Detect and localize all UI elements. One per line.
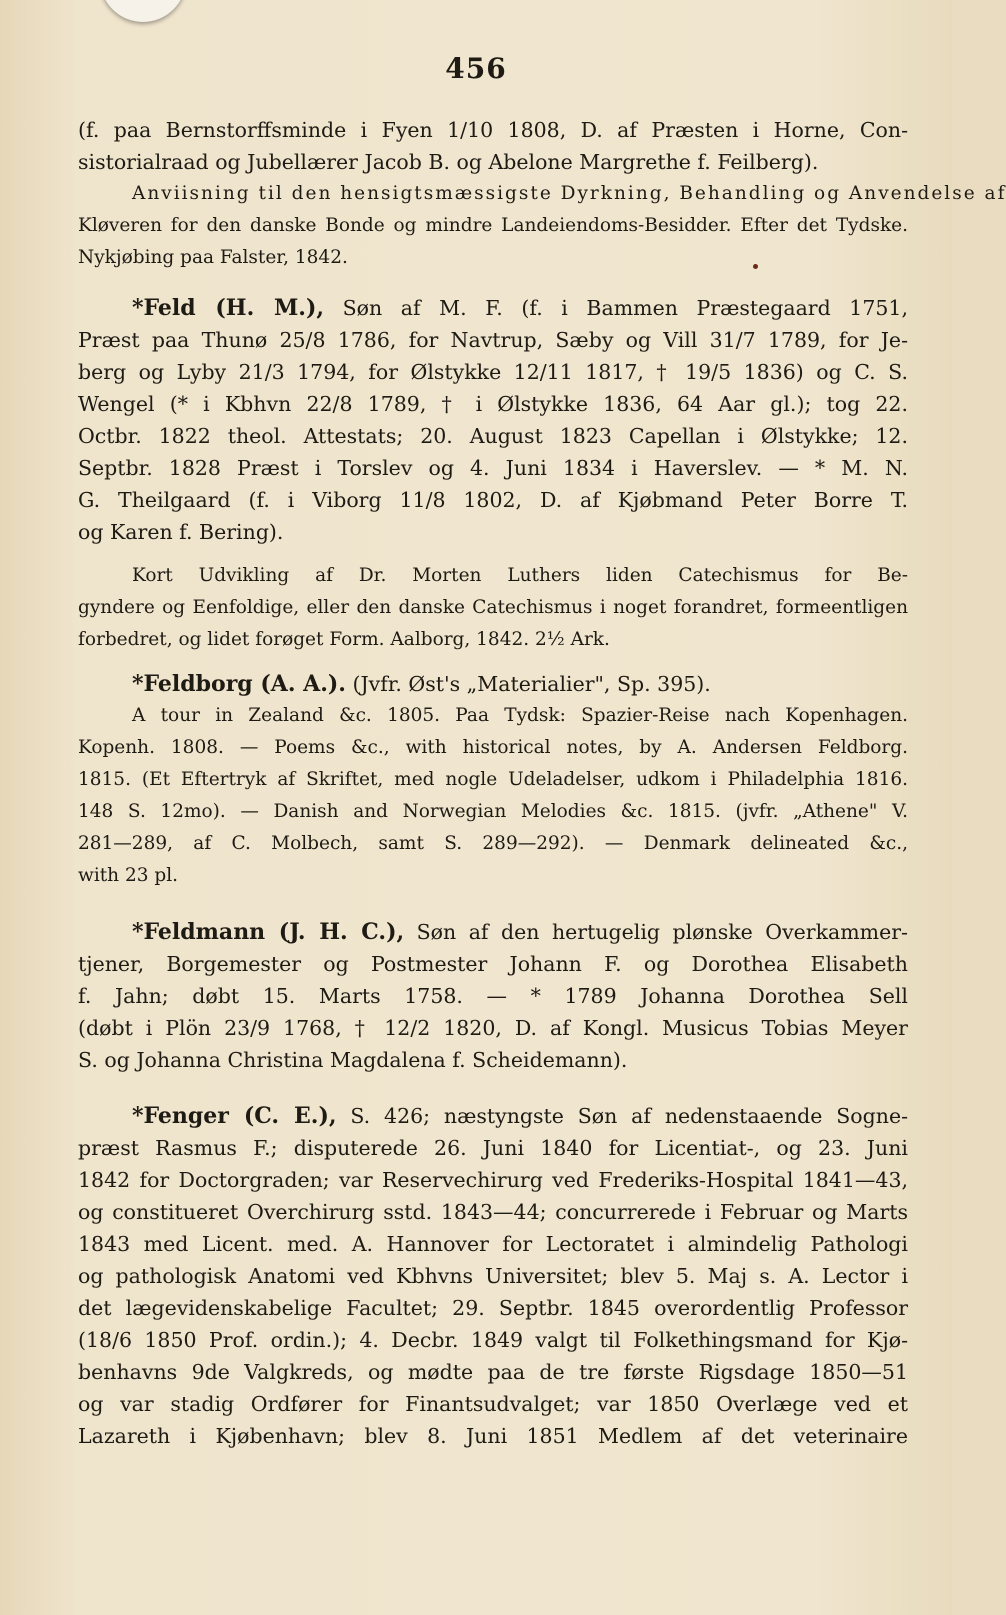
text-line: 1842 for Doctorgraden; var Reservechirurg ved Frederiks-Hospital 1841—43, bbox=[78, 1168, 908, 1192]
text-line: 1815. (Et Eftertryk af Skriftet, med nogle Udeladelser, udkom i Philadelphia 1816. bbox=[78, 769, 908, 790]
text-line: tjener, Borgemester og Postmester Johann F. og Dorothea Elisabeth bbox=[78, 952, 908, 976]
text-line: Kort Udvikling af Dr. Morten Luthers liden Catechismus for Be- bbox=[132, 565, 908, 586]
text-line: Kopenh. 1808. — Poems &c., with historical notes, by A. Andersen Feldborg. bbox=[78, 737, 908, 758]
entry-feldmann bbox=[78, 916, 908, 1076]
text-line: det lægevidenskabelige Facultet; 29. Septbr. 1845 overordentlig Professor bbox=[78, 1296, 908, 1320]
entry-continuation bbox=[78, 114, 908, 178]
text-line: f. Jahn; døbt 15. Marts 1758. — * 1789 Johanna Dorothea Sell bbox=[78, 984, 908, 1008]
page-content bbox=[78, 114, 1006, 1452]
text-line: *Feldmann (J. H. C.), Søn af den hertugelig plønske Overkammer- bbox=[132, 919, 908, 945]
entry-work-kort-udvikling bbox=[78, 560, 908, 656]
text-line: forbedret, og lidet forøget Form. Aalborg, 1842. 2½ Ark. bbox=[78, 629, 610, 650]
headword: *Feldmann (J. H. C.), bbox=[132, 919, 405, 945]
text-line: with 23 pl. bbox=[78, 865, 179, 886]
entry-feld bbox=[78, 292, 908, 548]
text-line: 1843 med Licent. med. A. Hannover for Lectoratet i almindelig Pathologi bbox=[78, 1232, 908, 1256]
text-line: og Karen f. Bering). bbox=[78, 520, 284, 544]
text-line: *Fenger (C. E.), S. 426; næstyngste Søn af nedenstaaende Sogne- bbox=[132, 1103, 909, 1129]
text-line: præst Rasmus F.; disputerede 26. Juni 1840 for Licentiat-, og 23. Juni bbox=[78, 1136, 908, 1160]
page-number: 456 bbox=[445, 52, 507, 85]
text-line: benhavns 9de Valgkreds, og mødte paa de tre første Rigsdage 1850—51 bbox=[78, 1360, 908, 1384]
text-line: S. og Johanna Christina Magdalena f. Scheidemann). bbox=[78, 1048, 628, 1072]
text-line: (døbt i Plön 23/9 1768, † 12/2 1820, D. af Kongl. Musicus Tobias Meyer bbox=[78, 1016, 908, 1040]
text-line: 148 S. 12mo). — Danish and Norwegian Melodies &c. 1815. (jvfr. „Athene" V. bbox=[78, 801, 908, 822]
text-line: Wengel (* i Kbhvn 22/8 1789, † i Ølstykke 1836, 64 Aar gl.); tog 22. bbox=[78, 392, 908, 416]
text-line: Kløveren for den danske Bonde og mindre Landeiendoms-Besidder. Efter det Tydske. bbox=[78, 215, 908, 236]
text-line: og var stadig Ordfører for Finantsudvalget; var 1850 Overlæge ved et bbox=[78, 1392, 908, 1416]
text-line: (f. paa Bernstorffsminde i Fyen 1/10 1808, D. af Præsten i Horne, Con- bbox=[78, 118, 908, 142]
headword: *Fenger (C. E.), bbox=[132, 1103, 337, 1129]
headword: *Feld (H. M.), bbox=[132, 295, 325, 321]
text-line: (18/6 1850 Prof. ordin.); 4. Decbr. 1849 valgt til Folkethingsmand for Kjø- bbox=[78, 1328, 908, 1352]
text-line: *Feld (H. M.), Søn af M. F. (f. i Bammen Præstegaard 1751, bbox=[132, 295, 908, 321]
text-line: Anviisning til den hensigtsmæssigste Dyrkning, Behandling og Anvendelse af bbox=[132, 183, 1006, 204]
text-line: 281—289, af C. Molbech, samt S. 289—292). — Denmark delineated &c., bbox=[78, 833, 908, 854]
text-line: Octbr. 1822 theol. Attestats; 20. August 1823 Capellan i Ølstykke; 12. bbox=[78, 424, 908, 448]
entry-feldborg bbox=[78, 668, 908, 892]
text-line: Præst paa Thunø 25/8 1786, for Navtrup, Sæby og Vill 31/7 1789, for Je- bbox=[78, 328, 908, 352]
text-line: *Feldborg (A. A.). (Jvfr. Øst's „Materialier", Sp. 395). bbox=[132, 671, 711, 697]
text-line: Lazareth i Kjøbenhavn; blev 8. Juni 1851 Medlem af det veterinaire bbox=[78, 1424, 908, 1448]
text-line: A tour in Zealand &c. 1805. Paa Tydsk: Spazier-Reise nach Kopenhagen. bbox=[132, 705, 908, 726]
text-line: Septbr. 1828 Præst i Torslev og 4. Juni 1834 i Haverslev. — * M. N. bbox=[78, 456, 908, 480]
page-corner-tab bbox=[100, 0, 186, 22]
text-line: sistorialraad og Jubellærer Jacob B. og Abelone Margrethe f. Feilberg). bbox=[78, 150, 819, 174]
text-line: gyndere og Eenfoldige, eller den danske Catechismus i noget forandret, formeentligen bbox=[78, 597, 908, 618]
text-line: G. Theilgaard (f. i Viborg 11/8 1802, D. af Kjøbmand Peter Borre T. bbox=[78, 488, 908, 512]
headword: *Feldborg (A. A.). bbox=[132, 671, 346, 697]
text-line: Nykjøbing paa Falster, 1842. bbox=[78, 247, 348, 268]
text-line: og constitueret Overchirurg sstd. 1843—44; concurrerede i Februar og Marts bbox=[78, 1200, 908, 1224]
text-line: og pathologisk Anatomi ved Kbhvns Universitet; blev 5. Maj s. A. Lector i bbox=[78, 1264, 908, 1288]
entry-work-anviisning bbox=[78, 178, 1006, 274]
text-line: berg og Lyby 21/3 1794, for Ølstykke 12/11 1817, † 19/5 1836) og C. S. bbox=[78, 360, 908, 384]
entry-fenger bbox=[78, 1100, 908, 1452]
